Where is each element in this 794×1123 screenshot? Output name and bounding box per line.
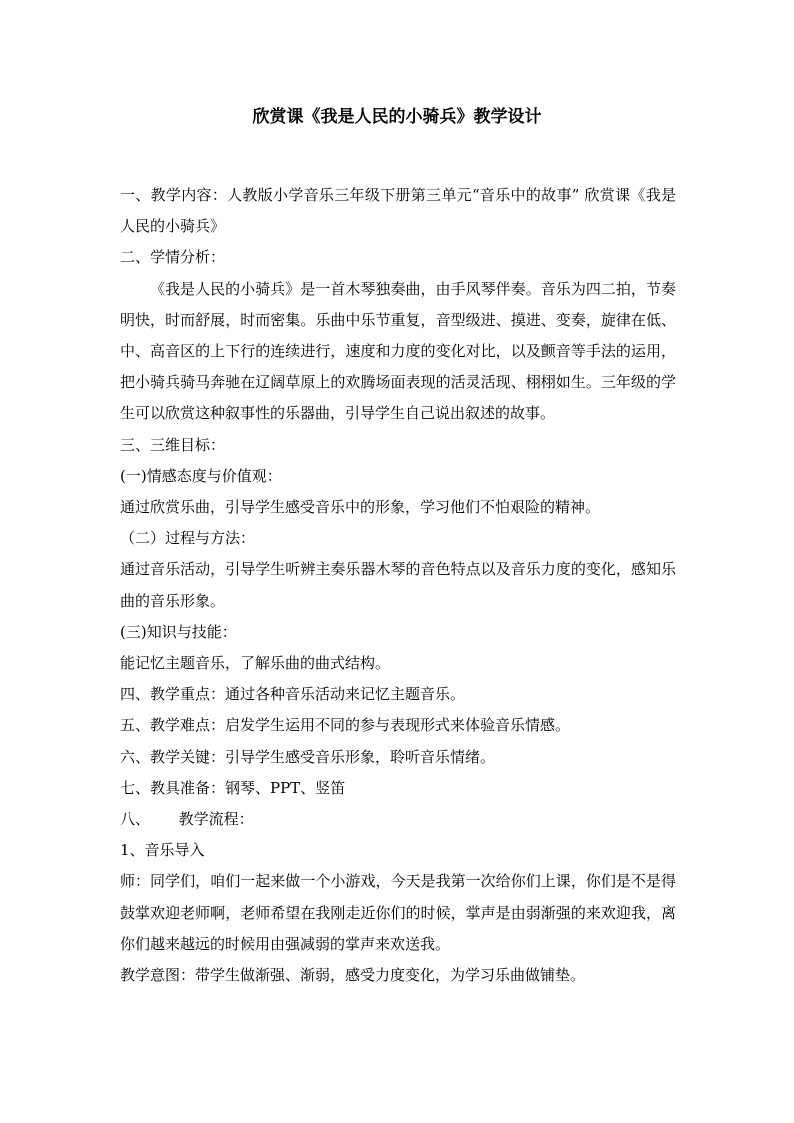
paragraph-process-method: 通过音乐活动，引导学生听辨主奏乐器木琴的音色特点以及音乐力度的变化，感知乐曲的音乐形象。 — [120, 560, 676, 610]
paragraph-knowledge-skills: 能记忆主题音乐，了解乐曲的曲式结构。 — [120, 654, 391, 673]
subheading-knowledge-skills: (三)知识与技能： — [120, 622, 237, 641]
paragraph-teaching-focus: 四、教学重点：通过各种音乐活动来记忆主题音乐。 — [120, 685, 466, 704]
subheading-music-intro: 1、音乐导入 — [120, 841, 205, 860]
paragraph-teaching-difficulty: 五、教学难点：启发学生运用不同的参与表现形式来体验音乐情感。 — [120, 716, 571, 735]
paragraph-teaching-content: 一、教学内容：人教版小学音乐三年级下册第三单元“音乐中的故事” 欣赏课《我是人民的小骑兵》 — [120, 186, 676, 236]
document-body — [120, 180, 676, 991]
heading-learner-analysis: 二、学情分析： — [120, 248, 226, 267]
paragraph-emotional-attitude: 通过欣赏乐曲，引导学生感受音乐中的形象，学习他们不怕艰险的精神。 — [120, 498, 601, 517]
heading-three-dimensional-goals: 三、三维目标： — [120, 435, 226, 454]
subheading-process-method: （二）过程与方法： — [120, 529, 256, 548]
subheading-emotional-attitude: (一)情感态度与价值观： — [120, 466, 282, 485]
document-title: 欣赏课《我是人民的小骑兵》教学设计 — [252, 107, 542, 127]
heading-teaching-process: 八、 教学流程： — [120, 810, 254, 829]
paragraph-teaching-intent: 教学意图：带学生做渐强、渐弱，感受力度变化，为学习乐曲做铺垫。 — [120, 966, 586, 985]
paragraph-teaching-aids: 七、教具准备：钢琴、PPT、竖笛 — [120, 778, 346, 797]
paragraph-teacher-speech: 师：同学们，咱们一起来做一个小游戏，今天是我第一次给你们上课，你们是不是得鼓掌欢迎老师啊，老师希望在我刚走近你们的时候，掌声是由弱渐强的来欢迎我，离你们越来越远的时候用由强减弱的掌声来欢送我。 — [120, 872, 676, 953]
paragraph-learner-analysis: 《我是人民的小骑兵》是一首木琴独奏曲，由手风琴伴奏。音乐为四二拍，节奏明快，时而舒展，时而密集。乐曲中乐节重复，音型级进、摸进、变奏，旋律在低、中、高音区的上下行的连续进行，速度和力度的变化对比，以及颤音等手法的运用，把小骑兵骑马奔驰在辽阔草原上的欢腾场面表现的活灵活现、栩栩如生。三年级的学生可以欣赏这种叙事性的乐器曲，引导学生自己说出叙述的故事。 — [120, 279, 676, 423]
paragraph-teaching-key: 六、教学关键：引导学生感受音乐形象，聆听音乐情绪。 — [120, 747, 496, 766]
